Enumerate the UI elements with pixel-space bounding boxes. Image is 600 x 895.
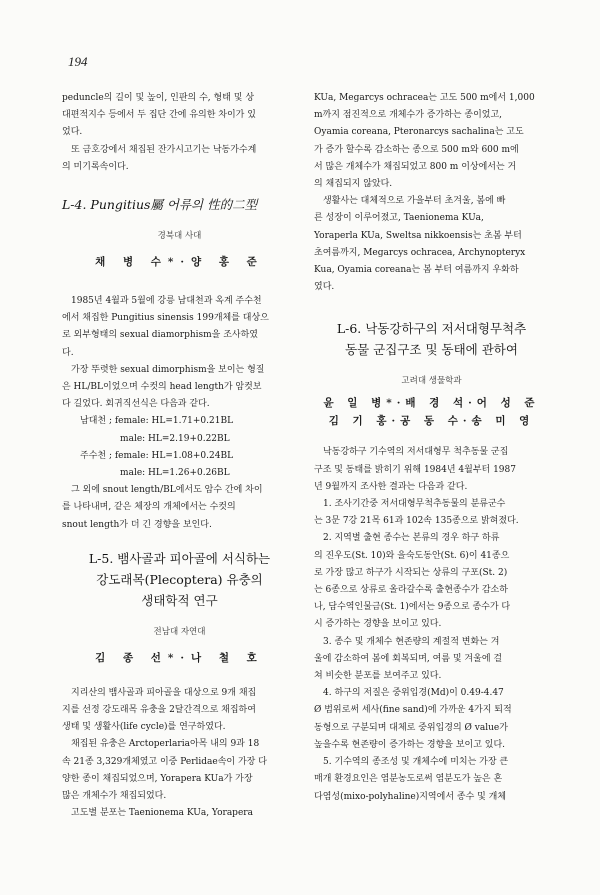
list-item: 5. 기수역의 종조성 및 개체수에 미치는 가장 큰 (323, 757, 509, 768)
regression-formula: male: HL=1.26+0.26BL (80, 468, 230, 479)
text-line: 다. (62, 347, 74, 358)
text-line: m까지 점진적으로 개체수가 증가하는 종이었고, (314, 110, 503, 121)
text-line: 초여름까지, Megarcys ochracea, Archynopteryx (314, 247, 526, 258)
authors: 윤 일 병*·배 경 석·어 성 준 (323, 397, 540, 410)
section-title-l5: L-5. 뱀사골과 피아골에 서식하는 (88, 550, 271, 566)
text-line: Yoraperla KUa, Sweltsa nikkoensis는 초봄 부터 (314, 230, 522, 241)
text-line: 시 증가하는 경향을 보이고 있다. (314, 619, 442, 630)
text-line: 지리산의 뱀사골과 피아골을 대상으로 9개 채집 (71, 687, 257, 698)
section-title-l6: 동물 군집구조 및 동태에 관하여 (345, 342, 518, 358)
text-line: 매개 환경요인은 염분농도로써 염분도가 높은 혼 (314, 774, 503, 785)
text-line: 다 길었다. 회귀직선식은 다음과 같다. (62, 399, 210, 410)
text-line: 채집된 유충은 Arctoperlaria아목 내의 9과 18 (71, 739, 260, 750)
text-line: 구조 및 동태를 밝히기 위해 1984년 4월부터 1987 (314, 464, 516, 475)
list-item: 2. 지역별 출현 종수는 본류의 경우 하구 하류 (323, 533, 500, 544)
text-line: 를 나타내며, 같은 체장의 개체에서는 수컷의 (62, 502, 236, 513)
section-title-l4: L-4. Pungitius屬 어류의 性的二型 (62, 197, 258, 213)
authors: 채 병 수*·양 홍 준 (95, 256, 264, 269)
text-line: 생활사는 대체적으로 가을부터 초겨울, 봄에 빠 (323, 196, 506, 207)
section-title-l6: L-6. 낙동강하구의 저서대형무척추 (336, 321, 527, 337)
text-line: 에서 채집한 Pungitius sinensis 199개체를 대상으 (62, 313, 269, 324)
text-line: 년 9월까지 조사한 결과는 다음과 같다. (314, 481, 468, 492)
text-line: 많은 개체수가 채집되었다. (62, 791, 167, 802)
affiliation: 고려대 생물학과 (401, 376, 462, 387)
text-line: Kua, Oyamia coreana는 봄 부터 여름까지 우화하 (314, 265, 519, 276)
text-line: 의 진우도(St. 10)와 을숙도동안(St. 6)이 41종으 (314, 550, 510, 561)
text-line: 로 가장 많고 하구가 시작되는 상류의 구포(St. 2) (314, 567, 508, 578)
section-title-l5: 생태학적 연구 (141, 592, 218, 608)
text-line: Oyamia coreana, Pteronarcys sachalina는 고도 (314, 127, 524, 138)
right-column (314, 90, 549, 806)
text-line: 는 6종으로 상류로 올라갈수록 출현종수가 감소하 (314, 585, 508, 596)
text-line: 였다. (314, 282, 335, 293)
text-line: 울에 감소하여 봄에 회복되며, 여름 및 겨울에 걸 (314, 653, 503, 664)
text-line: 다염성(mixo-polyhaline)지역에서 종수 및 개체 (314, 791, 507, 802)
affiliation: 전남대 자연대 (153, 626, 206, 637)
authors: 김 기 홍·공 동 수·송 미 영 (328, 415, 535, 428)
text-line: snout length가 더 긴 경향을 보인다. (62, 519, 212, 530)
page-number: 194 (68, 54, 88, 69)
text-line: 속 21종 3,329개체였고 이중 Perlidae속이 가장 다 (62, 756, 267, 767)
text-line: 동형으로 구분되며 대체로 중위입경의 Ø value가 (314, 722, 508, 733)
text-line: 가 증가 할수록 감소하는 종으로 500 m와 600 m에 (314, 144, 519, 155)
text-line: 나, 담수역인물금(St. 1)에서는 9종으로 종수가 다 (314, 602, 511, 613)
text-line: 생태 및 생활사(life cycle)를 연구하였다. (62, 722, 226, 733)
text-line: 었다. (62, 127, 83, 138)
text-line: 양한 종이 채집되었으며, Yorapera KUa가 가장 (62, 773, 253, 784)
text-line: 높을수록 현존량이 증가하는 경향을 보이고 있다. (314, 739, 506, 750)
text-line: 로 외부형태의 sexual diamorphism을 조사하였 (62, 330, 258, 341)
text-line: KUa, Megarcys ochracea는 고도 500 m에서 1,000 (314, 93, 535, 103)
intro-paragraph (62, 90, 297, 176)
list-item: 1. 조사기간중 저서대형무척추동물의 분류군수 (323, 499, 506, 510)
text-line: peduncle의 길이 및 높이, 인판의 수, 형태 및 상 (62, 93, 255, 103)
regression-formula: 주수천 ; female: HL=1.08+0.24BL (80, 450, 234, 461)
list-item: 4. 하구의 저질은 중위입경(Md)이 0.49-4.47 (323, 688, 504, 699)
regression-formula: 남대천 ; female: HL=1.71+0.21BL (80, 416, 234, 427)
text-line: 의 미기록속이다. (62, 161, 129, 172)
text-line: 서 많은 개체수가 채집되었고 800 m 이상에서는 거 (314, 161, 517, 172)
text-line: 대편적지수 등에서 두 집단 간에 유의한 차이가 있 (62, 110, 256, 121)
text-line: 고도별 분포는 Taenionema KUa, Yorapera (71, 808, 253, 819)
text-line: 의 채집되지 않았다. (314, 179, 393, 190)
regression-formula: male: HL=2.19+0.22BL (80, 433, 230, 444)
affiliation: 경북대 사대 (157, 231, 202, 242)
section-title-l5: 강도래목(Plecoptera) 유충의 (96, 571, 263, 587)
text-line: 가장 뚜렷한 sexual dimorphism을 보이는 형질 (71, 364, 265, 375)
text-line: Ø 범위로써 세사(fine sand)에 가까운 4가지 퇴적 (314, 705, 512, 716)
text-line: 쳐 비슷한 분포를 보여주고 있다. (314, 671, 442, 682)
text-line: 는 3문 7강 21목 61과 102속 135종으로 밝혀졌다. (314, 516, 519, 527)
text-line: 낙동강하구 기수역의 저서대형무 척추동물 군집 (323, 447, 509, 458)
text-line: 또 금호강에서 채집된 잔가시고기는 낙동가수계 (71, 144, 257, 155)
list-item: 3. 종수 및 개체수 현존량의 계절적 변화는 겨 (323, 636, 500, 647)
text-line: 은 HL/BL이었으며 수컷의 head length가 암컷보 (62, 382, 262, 393)
text-line: 른 성장이 이루어졌고, Taenionema KUa, (314, 213, 484, 224)
left-column (62, 90, 297, 822)
authors: 김 종 선*·나 철 호 (95, 651, 264, 664)
text-line: 1985년 4월과 5월에 강릉 남대천과 옥계 주수천 (71, 296, 262, 307)
text-line: 그 외에 snout length/BL에서도 암수 간에 차이 (71, 485, 263, 496)
text-line: 지를 선정 강도래목 유충을 2달간격으로 채집하여 (62, 705, 256, 716)
